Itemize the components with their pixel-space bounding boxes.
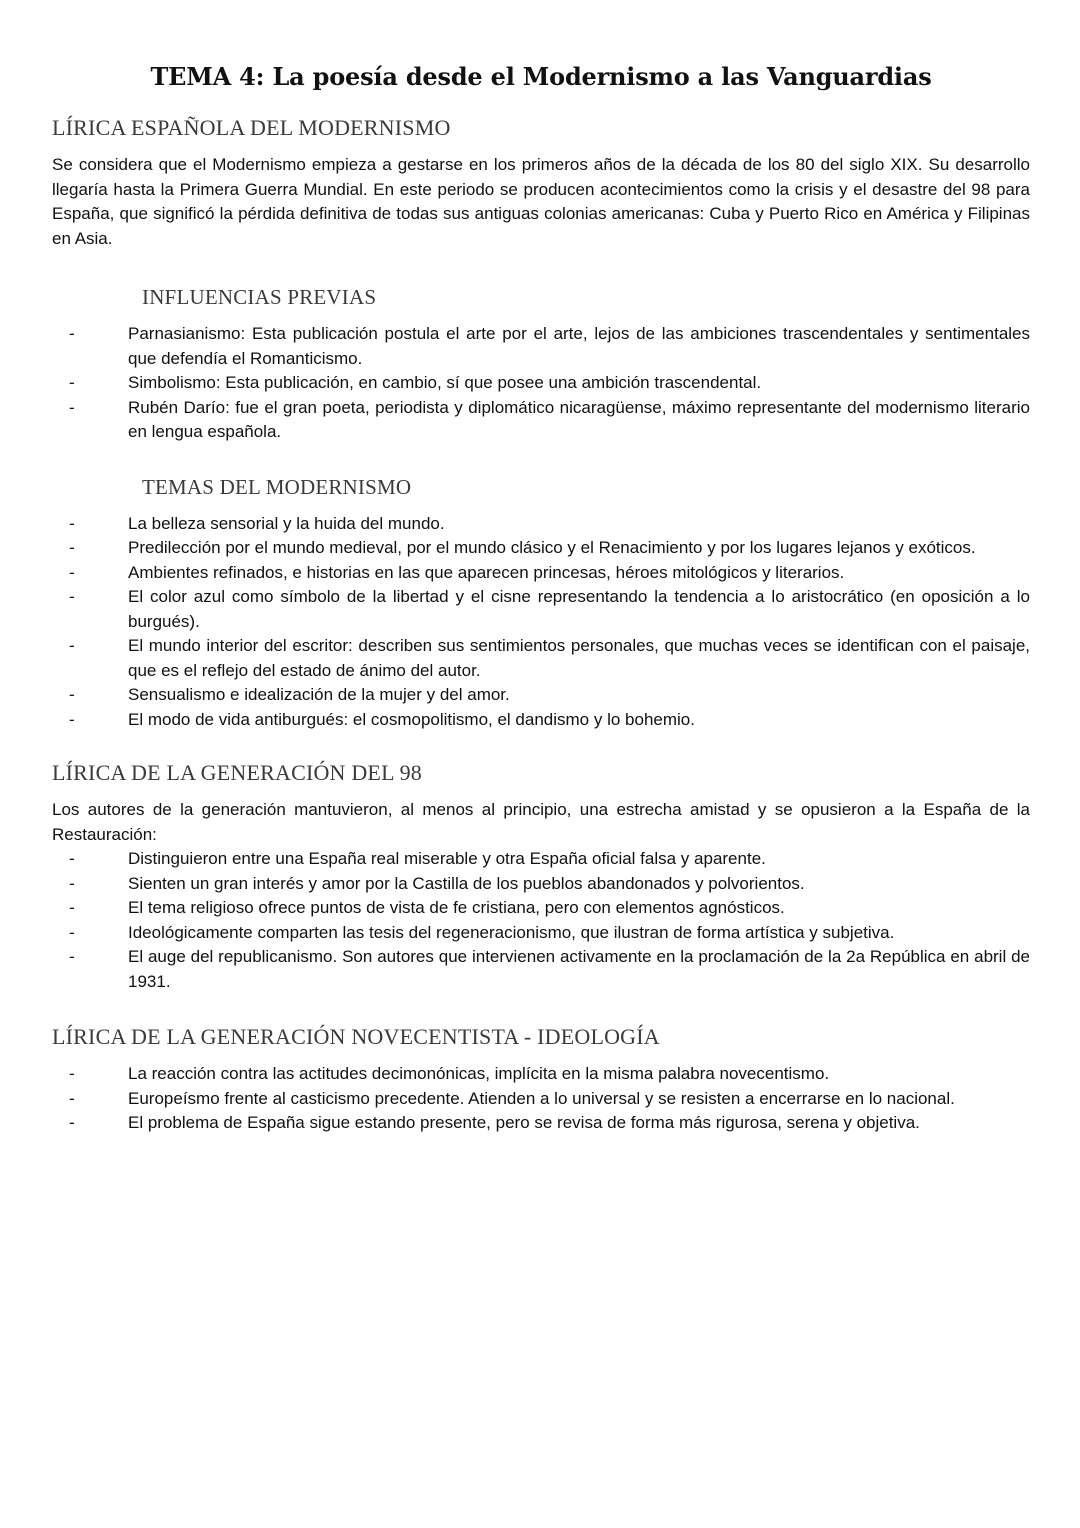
bullet-dash: - xyxy=(69,324,75,343)
list-item-text: Predilección por el mundo medieval, por el mundo clásico y el Renacimiento y por los lugares lejanos y exóticos. xyxy=(128,538,976,557)
bullet-dash: - xyxy=(69,636,75,655)
bullet-dash: - xyxy=(69,709,75,729)
list-item-text: La belleza sensorial y la huida del mundo. xyxy=(128,513,445,533)
list-item xyxy=(52,708,1030,733)
bullet-dash: - xyxy=(69,397,75,417)
list-item xyxy=(52,945,1030,994)
list-item-text: El problema de España sigue estando presente, pero se revisa de forma más rigurosa, serena y objetiva. xyxy=(128,1113,920,1132)
list-item xyxy=(52,634,1030,683)
list-item-text: El auge del republicanismo. Son autores que intervienen activamente en la proclamación de la 2a República en abril de 1931. xyxy=(128,947,1030,991)
page-title: TEMA 4: La poesía desde el Modernismo a las Vanguardias xyxy=(150,62,932,91)
bullet-dash: - xyxy=(69,685,75,704)
bullet-dash: - xyxy=(69,873,75,893)
list-item xyxy=(52,683,1030,708)
list-item-text: La reacción contra las actitudes decimonónicas, implícita en la misma palabra novecentismo. xyxy=(128,1064,830,1083)
bullet-dash: - xyxy=(69,562,75,582)
list-item xyxy=(52,512,1030,537)
list-item-text: El color azul como símbolo de la libertad y el cisne representando la tendencia a lo aristocrático (en oposición a lo burgués). xyxy=(128,587,1030,631)
bullet-dash: - xyxy=(69,849,75,868)
list-item xyxy=(52,1111,1030,1136)
list-item-text: El tema religioso ofrece puntos de vista de fe cristiana, pero con elementos agnósticos. xyxy=(128,898,785,917)
generacion-98-list xyxy=(52,847,1030,994)
list-item xyxy=(52,872,1030,897)
list-item xyxy=(52,396,1030,445)
list-item xyxy=(52,561,1030,586)
bullet-dash: - xyxy=(69,587,75,606)
list-item-text: El modo de vida antiburgués: el cosmopolitismo, el dandismo y lo bohemio. xyxy=(128,709,695,729)
list-item-text: Ideológicamente comparten las tesis del regeneracionismo, que ilustran de forma artística y subjetiva. xyxy=(128,922,895,942)
list-item xyxy=(52,1062,1030,1087)
list-item xyxy=(52,847,1030,872)
bullet-dash: - xyxy=(69,1113,75,1132)
bullet-dash: - xyxy=(69,538,75,557)
temas-list xyxy=(52,512,1030,733)
list-item xyxy=(52,322,1030,371)
list-item xyxy=(52,371,1030,396)
modernismo-intro-paragraph: Se considera que el Modernismo empieza a gestarse en los primeros años de la década de los 80 del siglo XIX. Su desarrollo llegaría hasta la Primera Guerra Mundial. En este periodo se producen acontecimientos como la crisis y el desastre del 98 para España, que significó la pérdida definitiva de todas sus antiguas colonias americanas: Cuba y Puerto Rico en América y Filipinas en Asia. xyxy=(52,155,1030,248)
document-page xyxy=(52,62,1030,1136)
generacion-98-intro-paragraph: Los autores de la generación mantuvieron, al menos al principio, una estrecha amistad y se opusieron a la España de la Restauración: xyxy=(52,800,1030,844)
list-item-text: Ambientes refinados, e historias en las que aparecen princesas, héroes mitológicos y literarios. xyxy=(128,562,845,582)
subheading-influencias-previas: INFLUENCIAS PREVIAS xyxy=(142,285,377,309)
list-item xyxy=(52,536,1030,561)
list-item-text: Simbolismo: Esta publicación, en cambio, sí que posee una ambición trascendental. xyxy=(128,373,762,392)
bullet-dash: - xyxy=(69,947,75,966)
subheading-temas-modernismo: TEMAS DEL MODERNISMO xyxy=(142,474,412,499)
list-item-text: Rubén Darío: fue el gran poeta, periodista y diplomático nicaragüense, máximo representante del modernismo literario en lengua española. xyxy=(128,397,1030,441)
bullet-dash: - xyxy=(69,1064,75,1083)
bullet-dash: - xyxy=(69,922,75,942)
list-item-text: Parnasianismo: Esta publicación postula el arte por el arte, lejos de las ambiciones trascendentales y sentimentales que defendía el Romanticismo. xyxy=(128,324,1030,368)
bullet-dash: - xyxy=(69,513,75,533)
bullet-dash: - xyxy=(69,898,75,917)
list-item-text: Distinguieron entre una España real miserable y otra España oficial falsa y aparente. xyxy=(128,849,766,868)
list-item-text: Sienten un gran interés y amor por la Castilla de los pueblos abandonados y polvorientos. xyxy=(128,873,805,893)
list-item xyxy=(52,585,1030,634)
novecentista-list xyxy=(52,1062,1030,1136)
list-item-text: Europeísmo frente al casticismo precedente. Atienden a lo universal y se resisten a encerrarse en lo nacional. xyxy=(128,1088,955,1108)
section-heading-modernismo: LÍRICA ESPAÑOLA DEL MODERNISMO xyxy=(52,115,451,140)
bullet-dash: - xyxy=(69,373,75,392)
section-heading-novecentista: LÍRICA DE LA GENERACIÓN NOVECENTISTA - IDEOLOGÍA xyxy=(52,1024,660,1049)
list-item-text: El mundo interior del escritor: describen sus sentimientos personales, que muchas veces se identifican con el paisaje, que es el reflejo del estado de ánimo del autor. xyxy=(128,636,1030,680)
list-item xyxy=(52,896,1030,921)
influencias-list xyxy=(52,322,1030,445)
list-item-text: Sensualismo e idealización de la mujer y del amor. xyxy=(128,685,510,704)
bullet-dash: - xyxy=(69,1088,75,1108)
section-heading-generacion-98: LÍRICA DE LA GENERACIÓN DEL 98 xyxy=(52,760,422,785)
list-item xyxy=(52,1087,1030,1112)
list-item xyxy=(52,921,1030,946)
